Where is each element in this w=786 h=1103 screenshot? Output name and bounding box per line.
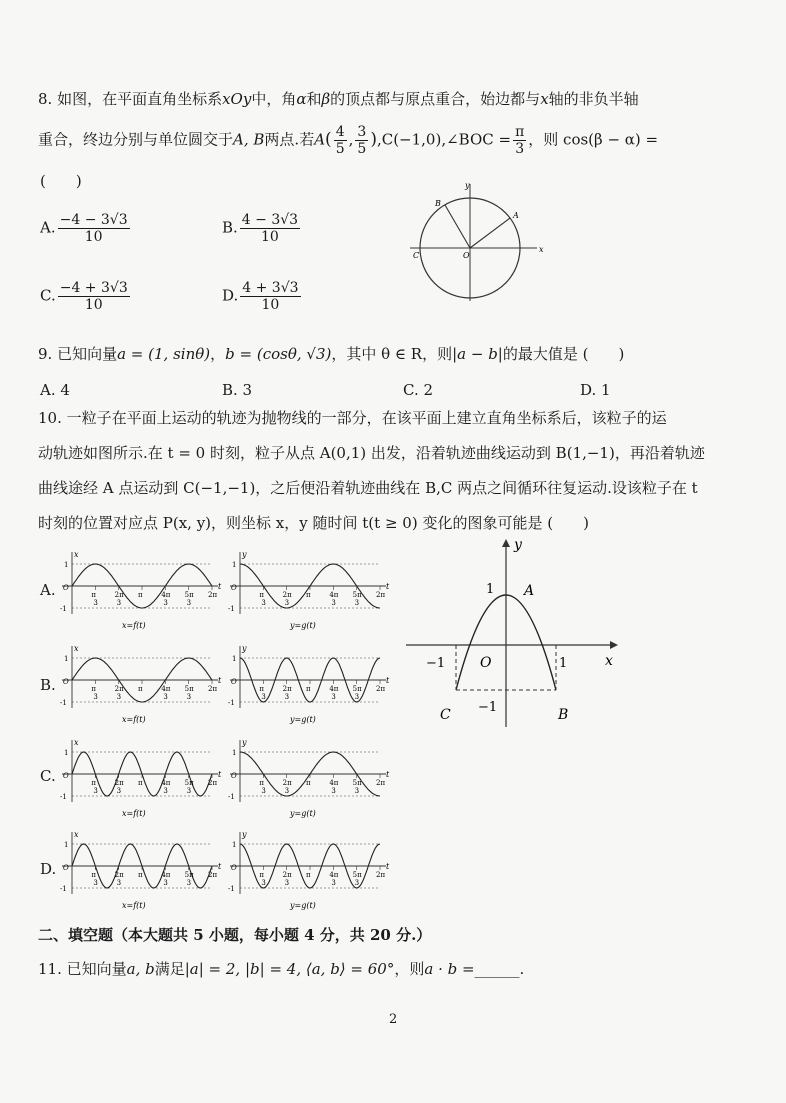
para-origin: O xyxy=(480,655,492,671)
graph-tick-label: π xyxy=(138,779,143,787)
q10-option-c-label: C. xyxy=(40,767,56,785)
graph-tick-den: 3 xyxy=(261,693,266,701)
graph-b-x xyxy=(58,642,222,724)
graph-tick-den: 3 xyxy=(93,599,98,607)
graph-caption: y=g(t) xyxy=(290,621,316,630)
graph-origin-label: O xyxy=(231,584,237,592)
graph-t-letter: t xyxy=(218,862,222,871)
para-y-label: y xyxy=(514,537,522,553)
graph-tick-label: 2π xyxy=(282,685,292,693)
graph-tick-label: 5π xyxy=(184,685,194,693)
q8-option-d: D. $\frac{4 + 3√3}{10}$ xyxy=(222,280,299,313)
para-neg1-x: −1 xyxy=(426,656,446,671)
graph-tick-label: 2π xyxy=(282,779,292,787)
graph-axis-letter: x xyxy=(74,830,79,839)
graph-t-letter: t xyxy=(386,676,390,685)
para-one-label: 1 xyxy=(486,582,495,597)
terminal-side-alpha xyxy=(470,218,510,248)
para-point-a: A xyxy=(524,583,535,599)
graph-a-y xyxy=(226,548,390,630)
q9-stem: 9. 已知向量a = (1, sinθ)，b = (cosθ, √3)，其中 θ ∈ R，则|a − b|的最大值是 ( ) xyxy=(38,345,625,363)
q8-line2: 重合，终边分别与单位圆交于A, B两点.若A( $\frac{4}{5}$ , $\frac{3}{5}$ ),C(−1,0),∠BOC = $\frac{\pi}{3}$ ，则 cos(β − α) = xyxy=(38,124,659,157)
para-point-b: B xyxy=(558,707,569,723)
graph-c-x xyxy=(58,736,222,818)
graph-axis-letter: y xyxy=(242,550,247,559)
graph-a-x xyxy=(58,548,222,630)
graph-tick-label: 2π xyxy=(114,779,124,787)
graph-tick-den: 3 xyxy=(331,879,336,887)
graph-axis-letter: x xyxy=(74,738,79,747)
graph-caption: x=f(t) xyxy=(122,621,146,630)
graph-tick-label: 2π xyxy=(376,591,386,599)
graph-tick-den: 3 xyxy=(163,787,168,795)
graph-tick-label: 2π xyxy=(114,871,124,879)
graph-tick-den: 3 xyxy=(116,693,122,701)
graph-neg-one-label: -1 xyxy=(228,885,235,893)
graph-caption: y=g(t) xyxy=(290,809,316,818)
graph-tick-den: 3 xyxy=(331,787,336,795)
graph-tick-label: π xyxy=(91,779,96,787)
graph-tick-label: 4π xyxy=(161,591,171,599)
q8-bracket: ( ) xyxy=(40,172,82,190)
graph-b-y xyxy=(226,642,390,724)
graph-one-label: 1 xyxy=(232,749,237,757)
q9-option-b: B. 3 xyxy=(222,381,253,399)
q8-option-b: B. $\frac{4 - 3√3}{10}$ xyxy=(222,212,299,245)
graph-tick-label: π xyxy=(138,685,143,693)
graph-tick-label: 2π xyxy=(376,779,386,787)
graph-tick-label: π xyxy=(138,871,143,879)
graph-tick-den: 3 xyxy=(354,599,360,607)
graph-one-label: 1 xyxy=(232,655,237,663)
para-x-arrow xyxy=(610,641,618,649)
graph-tick-label: π xyxy=(306,591,311,599)
graph-tick-label: π xyxy=(306,779,311,787)
graph-tick-den: 3 xyxy=(284,879,290,887)
graph-tick-label: 4π xyxy=(329,685,339,693)
graph-tick-label: 2π xyxy=(282,871,292,879)
fig8-point-a: A xyxy=(513,211,519,220)
graph-tick-label: π xyxy=(259,591,264,599)
graph-tick-den: 3 xyxy=(284,693,290,701)
graph-neg-one-label: -1 xyxy=(60,699,67,707)
graph-tick-label: 4π xyxy=(329,871,339,879)
fig8-point-c: C xyxy=(413,251,420,260)
page-number: 2 xyxy=(389,1012,398,1027)
graph-origin-label: O xyxy=(231,678,237,686)
graph-tick-den: 3 xyxy=(186,787,192,795)
graph-tick-label: π xyxy=(259,779,264,787)
graph-caption: x=f(t) xyxy=(122,901,146,910)
graph-tick-den: 3 xyxy=(116,879,122,887)
graph-tick-den: 3 xyxy=(354,787,360,795)
graph-caption: y=g(t) xyxy=(290,901,316,910)
graph-tick-den: 3 xyxy=(116,599,122,607)
q10-option-b-label: B. xyxy=(40,676,56,694)
graph-tick-den: 3 xyxy=(354,693,360,701)
q11-stem: 11. 已知向量a, b满足|a| = 2, |b| = 4, ⟨a, b⟩ = 60°，则a · b =______. xyxy=(38,960,525,978)
unit-circle-figure xyxy=(405,176,555,301)
graph-one-label: 1 xyxy=(232,561,237,569)
graph-axis-letter: x xyxy=(74,644,79,653)
graph-tick-label: π xyxy=(259,871,264,879)
graph-one-label: 1 xyxy=(64,561,69,569)
graph-neg-one-label: -1 xyxy=(228,699,235,707)
q10-line4: 时刻的位置对应点 P(x, y)，则坐标 x，y 随时间 t(t ≥ 0) 变化的图象可能是 ( ) xyxy=(38,514,589,532)
graph-tick-label: 2π xyxy=(376,685,386,693)
graph-neg-one-label: -1 xyxy=(60,885,67,893)
para-pos1-x: 1 xyxy=(559,656,568,671)
graph-tick-label: 4π xyxy=(161,779,171,787)
q8-line1: 8. 如图，在平面直角坐标系xOy中，角α和β的顶点都与原点重合，始边都与x轴的非负半轴 xyxy=(38,90,639,108)
graph-tick-label: 2π xyxy=(208,685,218,693)
graph-tick-label: 4π xyxy=(329,779,339,787)
graph-tick-den: 3 xyxy=(93,693,98,701)
graph-origin-label: O xyxy=(63,584,69,592)
graph-tick-den: 3 xyxy=(284,787,290,795)
graph-axis-letter: y xyxy=(242,738,247,747)
graph-tick-den: 3 xyxy=(93,787,98,795)
fig8-origin: O xyxy=(463,251,470,260)
graph-tick-den: 3 xyxy=(261,787,266,795)
graph-one-label: 1 xyxy=(64,749,69,757)
graph-caption: x=f(t) xyxy=(122,809,146,818)
graph-tick-label: 5π xyxy=(184,591,194,599)
para-y-arrow xyxy=(502,539,510,547)
graph-tick-label: 5π xyxy=(184,779,194,787)
graph-tick-label: 5π xyxy=(352,871,362,879)
graph-tick-den: 3 xyxy=(163,879,168,887)
graph-caption: x=f(t) xyxy=(122,715,146,724)
graph-tick-label: 2π xyxy=(376,871,386,879)
graph-t-letter: t xyxy=(386,862,390,871)
q10-option-d-label: D. xyxy=(40,860,57,878)
graph-neg-one-label: -1 xyxy=(228,605,235,613)
para-x-label: x xyxy=(605,653,613,669)
para-point-c: C xyxy=(440,707,451,723)
parabola-figure xyxy=(398,535,628,730)
q9-option-c: C. 2 xyxy=(403,381,434,399)
graph-d-y xyxy=(226,828,390,910)
q8-option-c: C. $\frac{-4 + 3√3}{10}$ xyxy=(40,280,128,313)
fig8-y-label: y xyxy=(465,181,470,190)
graph-neg-one-label: -1 xyxy=(228,793,235,801)
graph-d-x xyxy=(58,828,222,910)
graph-origin-label: O xyxy=(63,678,69,686)
fig8-point-b: B xyxy=(435,199,441,208)
graph-t-letter: t xyxy=(386,582,390,591)
graph-tick-label: 5π xyxy=(184,871,194,879)
section2-heading: 二、填空题（本大题共 5 小题，每小题 4 分，共 20 分.） xyxy=(38,926,432,944)
graph-tick-label: π xyxy=(91,685,96,693)
graph-origin-label: O xyxy=(231,864,237,872)
q10-line2: 动轨迹如图所示.在 t = 0 时刻，粒子从点 A(0,1) 出发，沿着轨迹曲线运动到 B(1,−1)，再沿着轨迹 xyxy=(38,444,705,462)
graph-tick-label: π xyxy=(259,685,264,693)
graph-tick-label: 5π xyxy=(352,591,362,599)
para-neg1-y: −1 xyxy=(478,700,498,715)
graph-tick-label: 4π xyxy=(161,685,171,693)
graph-neg-one-label: -1 xyxy=(60,605,67,613)
graph-one-label: 1 xyxy=(64,841,69,849)
graph-axis-letter: y xyxy=(242,830,247,839)
graph-one-label: 1 xyxy=(232,841,237,849)
graph-tick-label: 2π xyxy=(114,685,124,693)
graph-tick-label: 2π xyxy=(208,871,218,879)
graph-origin-label: O xyxy=(63,772,69,780)
graph-tick-den: 3 xyxy=(186,693,192,701)
graph-tick-den: 3 xyxy=(331,599,336,607)
graph-tick-label: 2π xyxy=(208,591,218,599)
graph-tick-den: 3 xyxy=(163,599,168,607)
graph-tick-den: 3 xyxy=(163,693,168,701)
graph-tick-label: 2π xyxy=(282,591,292,599)
graph-tick-label: π xyxy=(306,685,311,693)
graph-tick-den: 3 xyxy=(186,599,192,607)
graph-tick-label: 2π xyxy=(208,779,218,787)
graph-tick-label: 4π xyxy=(161,871,171,879)
graph-tick-den: 3 xyxy=(284,599,290,607)
graph-one-label: 1 xyxy=(64,655,69,663)
graph-axis-letter: y xyxy=(242,644,247,653)
graph-tick-den: 3 xyxy=(186,879,192,887)
q8-option-a: A. $\frac{-4 - 3√3}{10}$ xyxy=(40,212,128,245)
graph-tick-den: 3 xyxy=(331,693,336,701)
graph-neg-one-label: -1 xyxy=(60,793,67,801)
graph-axis-letter: x xyxy=(74,550,79,559)
graph-tick-label: 5π xyxy=(352,685,362,693)
graph-tick-label: 5π xyxy=(352,779,362,787)
graph-tick-den: 3 xyxy=(261,879,266,887)
graph-t-letter: t xyxy=(218,676,222,685)
q10-line3: 曲线途经 A 点运动到 C(−1,−1)，之后便沿着轨迹曲线在 B,C 两点之间循环往复运动.设该粒子在 t xyxy=(38,479,698,497)
graph-tick-den: 3 xyxy=(261,599,266,607)
graph-tick-label: π xyxy=(138,591,143,599)
graph-tick-label: 4π xyxy=(329,591,339,599)
terminal-side-beta xyxy=(445,205,470,248)
q10-line1: 10. 一粒子在平面上运动的轨迹为抛物线的一部分，在该平面上建立直角坐标系后，该粒子的运 xyxy=(38,409,667,427)
q9-option-a: A. 4 xyxy=(40,381,70,399)
graph-caption: y=g(t) xyxy=(290,715,316,724)
graph-t-letter: t xyxy=(218,582,222,591)
graph-tick-den: 3 xyxy=(116,787,122,795)
graph-tick-den: 3 xyxy=(93,879,98,887)
q9-option-d: D. 1 xyxy=(580,381,611,399)
graph-tick-label: π xyxy=(91,871,96,879)
q10-option-a-label: A. xyxy=(40,581,56,599)
graph-origin-label: O xyxy=(63,864,69,872)
fig8-x-label: x xyxy=(539,245,544,254)
graph-t-letter: t xyxy=(386,770,390,779)
graph-tick-label: π xyxy=(306,871,311,879)
graph-tick-label: π xyxy=(91,591,96,599)
graph-origin-label: O xyxy=(231,772,237,780)
graph-tick-den: 3 xyxy=(354,879,360,887)
graph-c-y xyxy=(226,736,390,818)
graph-tick-label: 2π xyxy=(114,591,124,599)
graph-t-letter: t xyxy=(218,770,222,779)
